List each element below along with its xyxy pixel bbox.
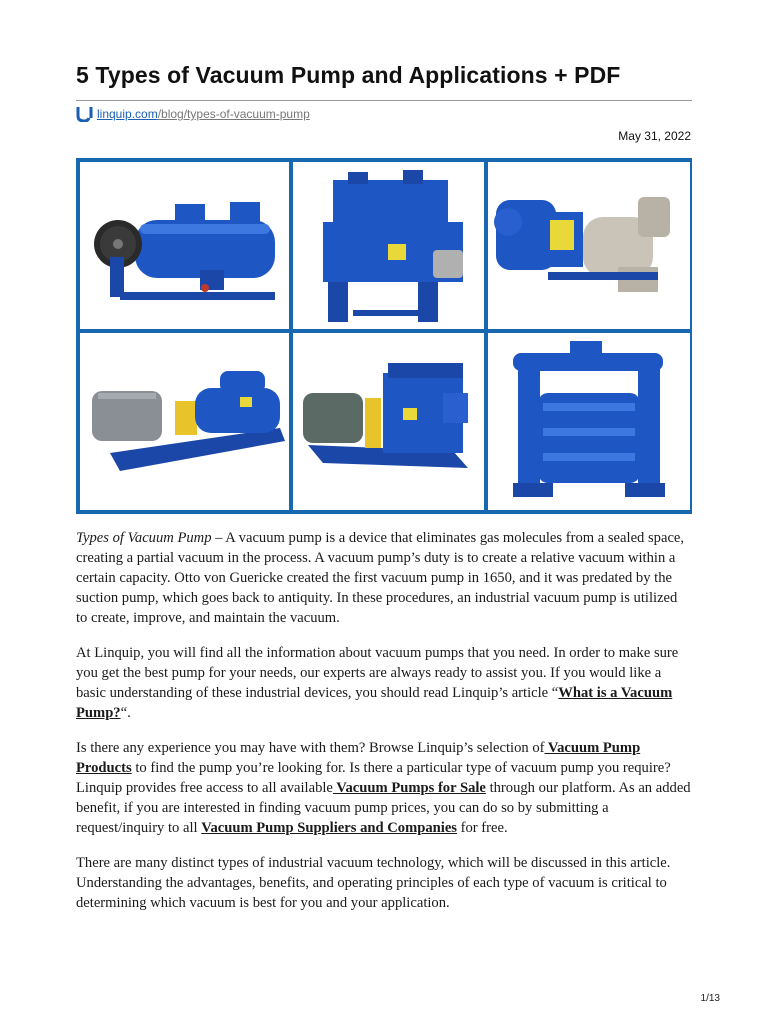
- pump-image-gallery: [76, 158, 692, 514]
- vacuum-pump-suppliers-link[interactable]: Vacuum Pump Suppliers and Companies: [201, 820, 457, 836]
- article-body: [76, 528, 692, 928]
- source-host: linquip.com: [97, 107, 158, 121]
- gallery-image-6: [488, 333, 690, 510]
- paragraph-types: There are many distinct types of industrial vacuum technology, which will be discussed in this article. Understanding the advantages, benefits, and operating principles of each type of vacuum is critical to determining which vacuum is best for you and your application.: [76, 855, 671, 911]
- gallery-image-3: [488, 162, 690, 329]
- vacuum-pump-frame-icon: [293, 162, 484, 329]
- article-title: 5 Types of Vacuum Pump and Applications + PDF: [76, 62, 621, 88]
- paragraph-linquip: At Linquip, you will find all the information about vacuum pumps that you need. In order to make sure you get the best pump for your needs, our experts are always ready to assist you. If you would like a basic understanding of these industrial devices, you should read Linquip’s article “What is a Vacuum Pump?“.: [76, 645, 679, 721]
- vacuum-pump-motor-skid-icon: [80, 333, 289, 510]
- intro-lead: Types of Vacuum Pump: [76, 530, 212, 546]
- gallery-image-5: [293, 333, 484, 510]
- paragraph-browse: Is there any experience you may have with them? Browse Linquip’s selection of Vacuum Pump Products to find the pump you’re looking for. Is there a particular type of vacuum pump you require? Linquip provides free access to all available Vacuum Pumps for Sale through our platform. As an added benefit, if you are interested in finding vacuum pump prices, you can do so by submitting a request/inquiry to all Vacuum Pump Suppliers and Companies for free.: [76, 740, 691, 836]
- source-line: [76, 106, 310, 122]
- gallery-image-2: [293, 162, 484, 329]
- source-link[interactable]: [97, 107, 310, 121]
- gallery-image-4: [80, 333, 289, 510]
- vacuum-pump-products-link[interactable]: Vacuum Pump Products: [76, 740, 641, 776]
- page-number: 1/13: [700, 993, 720, 1004]
- publish-date: May 31, 2022: [618, 129, 691, 143]
- linquip-logo-icon: [76, 106, 94, 122]
- vacuum-pump-motor-unit-icon: [293, 333, 484, 510]
- vacuum-pumps-for-sale-link[interactable]: Vacuum Pumps for Sale: [332, 780, 486, 796]
- vacuum-pump-steel-icon: [488, 162, 690, 329]
- paragraph-intro: Types of Vacuum Pump – A vacuum pump is a device that eliminates gas molecules from a sealed space, creating a partial vacuum in the process. A vacuum pump’s duty is to create a relative vacuum within a certain capacity. Otto von Guericke created the first vacuum pump in 1650, and it was predated by the suction pump, which goes back to antiquity. In these procedures, an industrial vacuum pump is utilized to create, improve, and maintain the vacuum.: [76, 530, 685, 626]
- source-path: /blog/types-of-vacuum-pump: [157, 107, 310, 121]
- gallery-image-1: [80, 162, 289, 329]
- what-is-vacuum-pump-link[interactable]: What is a Vacuum Pump?: [76, 685, 673, 721]
- title-divider: [76, 100, 692, 101]
- vacuum-pump-pulley-icon: [80, 162, 289, 329]
- vacuum-pump-front-icon: [488, 333, 690, 510]
